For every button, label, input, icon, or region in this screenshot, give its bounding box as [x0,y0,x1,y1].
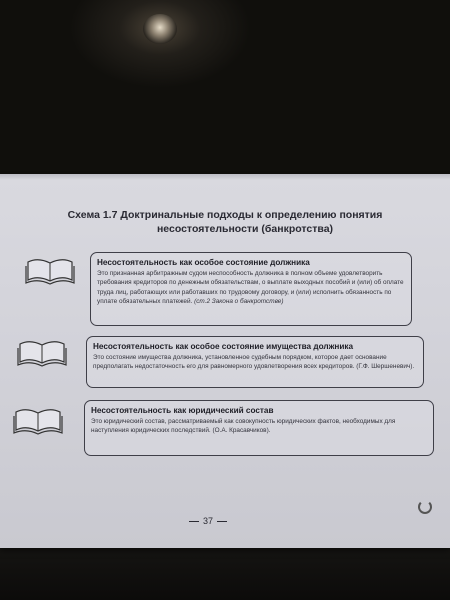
open-book-icon [16,336,68,368]
open-book-icon [12,404,64,436]
loading-spinner-icon [418,500,432,514]
card-3-text: Это юридический состав, рассматриваемый как совокупность юридических фактов, необходимых для наступления юридических последствий. (О.А. Красавчиков). [91,418,396,435]
page-title [40,208,410,236]
ceiling-lamp [143,14,177,44]
title-line-1: Схема 1.7 Доктринальные подходы к определению понятия [67,209,383,221]
card-3-heading: Несостоятельность как юридический состав [91,406,274,415]
title-line-2: несостоятельности (банкротства) [156,223,334,235]
open-book-icon [24,254,76,286]
card-1-source: (ст.2 Закона о банкротстве) [194,298,284,306]
book-page [0,178,450,548]
card-1-text: Это признанная арбитражным судом неспособность должника в полном объеме удовлетворить требования кредиторов по денежным обязательствам, о выплате выходных пособий и (или) об оплате труда лиц, работающих или работавших по трудовому договору, и (или) исполнить обязанность по уплате обязательных платежей. (ст.2 Закона о банкротстве) [97,270,404,306]
card-1-heading: Несостоятельность как особое состояние должника [97,258,310,267]
definition-card-3 [84,400,434,456]
card-2-text: Это состояние имущества должника, установленное судебным порядком, которое дает основание предполагать недостаточность его для равномерного удовлетворения всех кредиторов. (Г.Ф. Шершеневич). [93,354,415,371]
background-dark [0,0,450,200]
definition-card-1 [90,252,412,326]
card-2-heading: Несостоятельность как особое состояние имущества должника [93,342,354,351]
page-number: 37 [178,516,238,526]
definition-card-2 [86,336,424,388]
